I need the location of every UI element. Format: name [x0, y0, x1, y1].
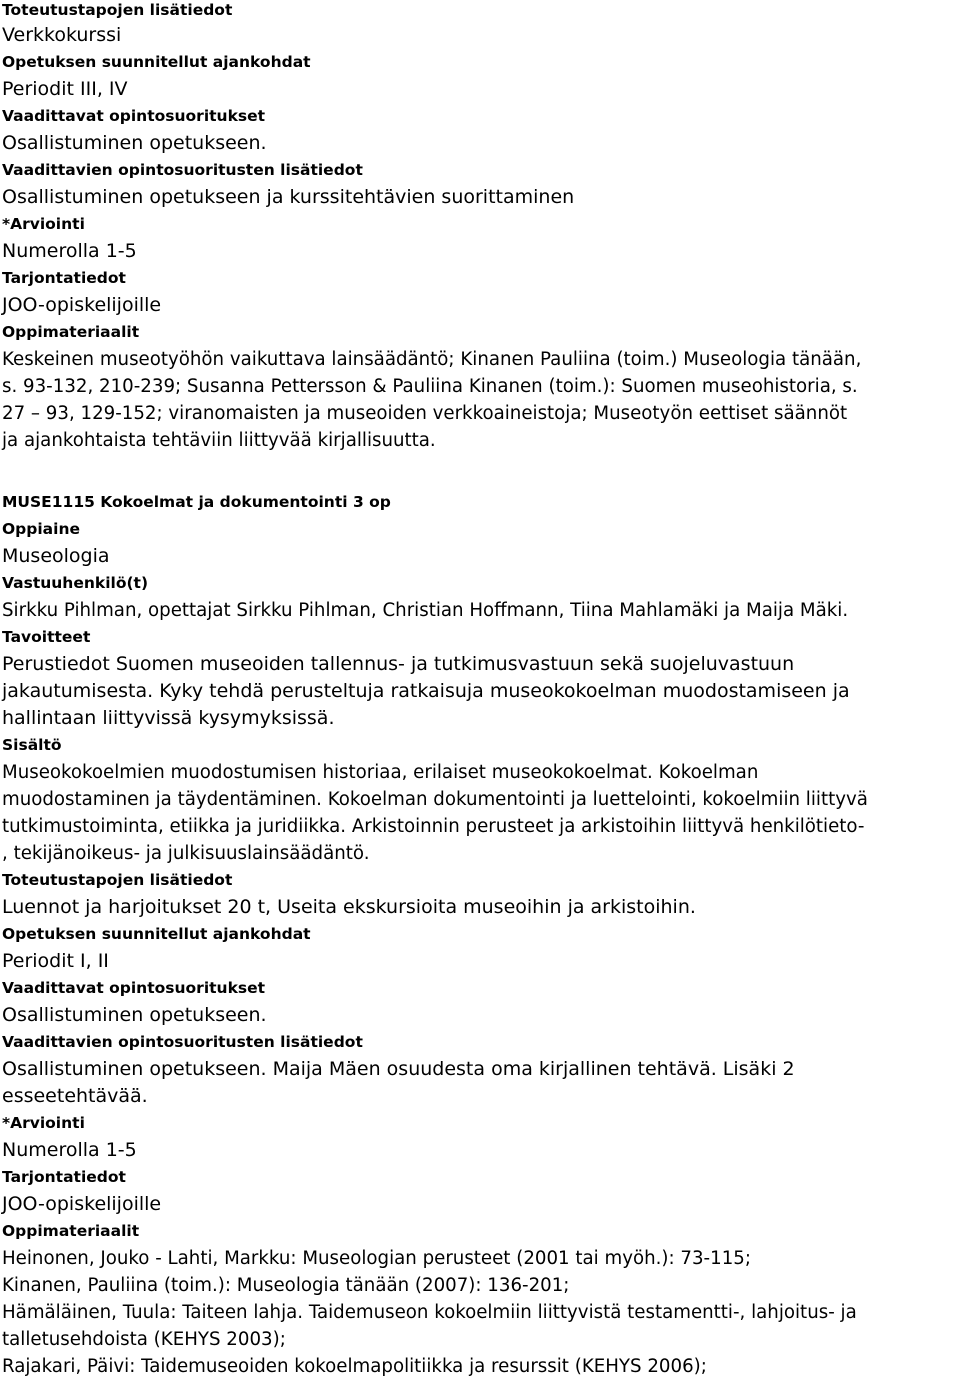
course-a-materials-text [2, 346, 960, 454]
course-b-grading-label: *Arviointi [2, 1114, 85, 1132]
course-b-goals-text [2, 651, 960, 732]
course-a-materials-label: Oppimateriaalit [2, 323, 140, 341]
content-line: tutkimustoiminta, etiikka ja juridiikka. Arkistoinnin perusteet ja arkistoihin liittyvä henkilötieto- [2, 816, 865, 837]
course-a-required-label: Vaadittavat opintosuoritukset [2, 107, 266, 125]
course-b-required-details-text [2, 1056, 960, 1110]
materials-line: Hämäläinen, Tuula: Taiteen lahja. Taidemuseon kokoelmiin liittyvistä testamentti-, lahjoitus- ja [2, 1302, 857, 1323]
course-a-offering-value: JOO-opiskelijoille [2, 294, 162, 316]
course-a-required-details-value: Osallistuminen opetukseen ja kurssitehtävien suorittaminen [2, 186, 575, 208]
goals-line: Perustiedot Suomen museoiden tallennus- ja tutkimusvastuun sekä suojeluvastuun [2, 653, 795, 675]
materials-line: 27 – 93, 129-152; viranomaisten ja museoiden verkkoaineistoja; Museotyön eettiset säännöt [2, 403, 848, 424]
course-a-required-value: Osallistuminen opetukseen. [2, 132, 267, 154]
section-divider-space [0, 454, 960, 489]
course-b-grading-value: Numerolla 1-5 [2, 1139, 137, 1161]
course-a-offering-label: Tarjontatiedot [2, 269, 126, 287]
course-b-materials-label: Oppimateriaalit [2, 1222, 140, 1240]
content-line: , tekijänoikeus- ja julkisuuslainsäädäntö. [2, 843, 370, 864]
course-a-timing-value: Periodit III, IV [2, 78, 128, 100]
course-b-section [0, 489, 960, 1380]
materials-line: talletusehdoista (KEHYS 2003); [2, 1329, 286, 1350]
content-line: muodostaminen ja täydentäminen. Kokoelman dokumentointi ja luettelointi, kokoelmiin liittyvä [2, 789, 868, 810]
course-a-section [0, 0, 960, 454]
course-b-timing-value: Periodit I, II [2, 950, 109, 972]
goals-line: jakautumisesta. Kyky tehdä perusteltuja ratkaisuja museokokoelman muodostamiseen ja [2, 680, 850, 702]
course-b-offering-value: JOO-opiskelijoille [2, 1193, 162, 1215]
course-b-subject-label: Oppiaine [2, 520, 80, 538]
course-b-responsible-label: Vastuuhenkilö(t) [2, 574, 149, 592]
course-b-content-label: Sisältö [2, 736, 62, 754]
course-a-delivery-value: Verkkokurssi [2, 24, 122, 46]
course-b-delivery-value: Luennot ja harjoitukset 20 t, Useita ekskursioita museoihin ja arkistoihin. [2, 896, 696, 918]
materials-line: Heinonen, Jouko - Lahti, Markku: Museologian perusteet (2001 tai myöh.): 73-115; [2, 1248, 751, 1269]
course-b-materials-text [2, 1245, 960, 1380]
course-b-content-text [2, 759, 960, 867]
materials-line: ja ajankohtaista tehtäviin liittyvää kirjallisuutta. [2, 430, 436, 451]
materials-line: Keskeinen museotyöhön vaikuttava lainsäädäntö; Kinanen Pauliina (toim.) Museologia tänään, [2, 349, 862, 370]
course-b-delivery-label: Toteutustapojen lisätiedot [2, 871, 233, 889]
goals-line: hallintaan liittyvissä kysymyksissä. [2, 707, 335, 729]
course-a-timing-label: Opetuksen suunnitellut ajankohdat [2, 53, 311, 71]
materials-line: Kinanen, Pauliina (toim.): Museologia tänään (2007): 136-201; [2, 1275, 570, 1296]
course-b-title: MUSE1115 Kokoelmat ja dokumentointi 3 op [2, 493, 391, 511]
content-line: Museokokoelmien muodostumisen historiaa, erilaiset museokokoelmat. Kokoelman [2, 762, 759, 783]
required-details-line: Osallistuminen opetukseen. Maija Mäen osuudesta oma kirjallinen tehtävä. Lisäki 2 [2, 1058, 795, 1080]
course-a-delivery-label: Toteutustapojen lisätiedot [2, 1, 233, 19]
course-b-responsible-value: Sirkku Pihlman, opettajat Sirkku Pihlman, Christian Hoffmann, Tiina Mahlamäki ja Maija Mäki. [2, 600, 849, 621]
required-details-line: esseetehtävää. [2, 1085, 148, 1107]
course-a-grading-value: Numerolla 1-5 [2, 240, 137, 262]
course-a-required-details-label: Vaadittavien opintosuoritusten lisätiedot [2, 161, 363, 179]
materials-line: Rajakari, Päivi: Taidemuseoiden kokoelmapolitiikka ja resurssit (KEHYS 2006); [2, 1356, 707, 1377]
course-a-grading-label: *Arviointi [2, 215, 85, 233]
course-b-offering-label: Tarjontatiedot [2, 1168, 126, 1186]
course-b-required-label: Vaadittavat opintosuoritukset [2, 979, 266, 997]
course-b-required-value: Osallistuminen opetukseen. [2, 1004, 267, 1026]
course-b-goals-label: Tavoitteet [2, 628, 91, 646]
course-b-timing-label: Opetuksen suunnitellut ajankohdat [2, 925, 311, 943]
course-b-subject-value: Museologia [2, 545, 110, 567]
course-b-required-details-label: Vaadittavien opintosuoritusten lisätiedot [2, 1033, 363, 1051]
materials-line: s. 93-132, 210-239; Susanna Pettersson & Pauliina Kinanen (toim.): Suomen museohistoria, s. [2, 376, 858, 397]
